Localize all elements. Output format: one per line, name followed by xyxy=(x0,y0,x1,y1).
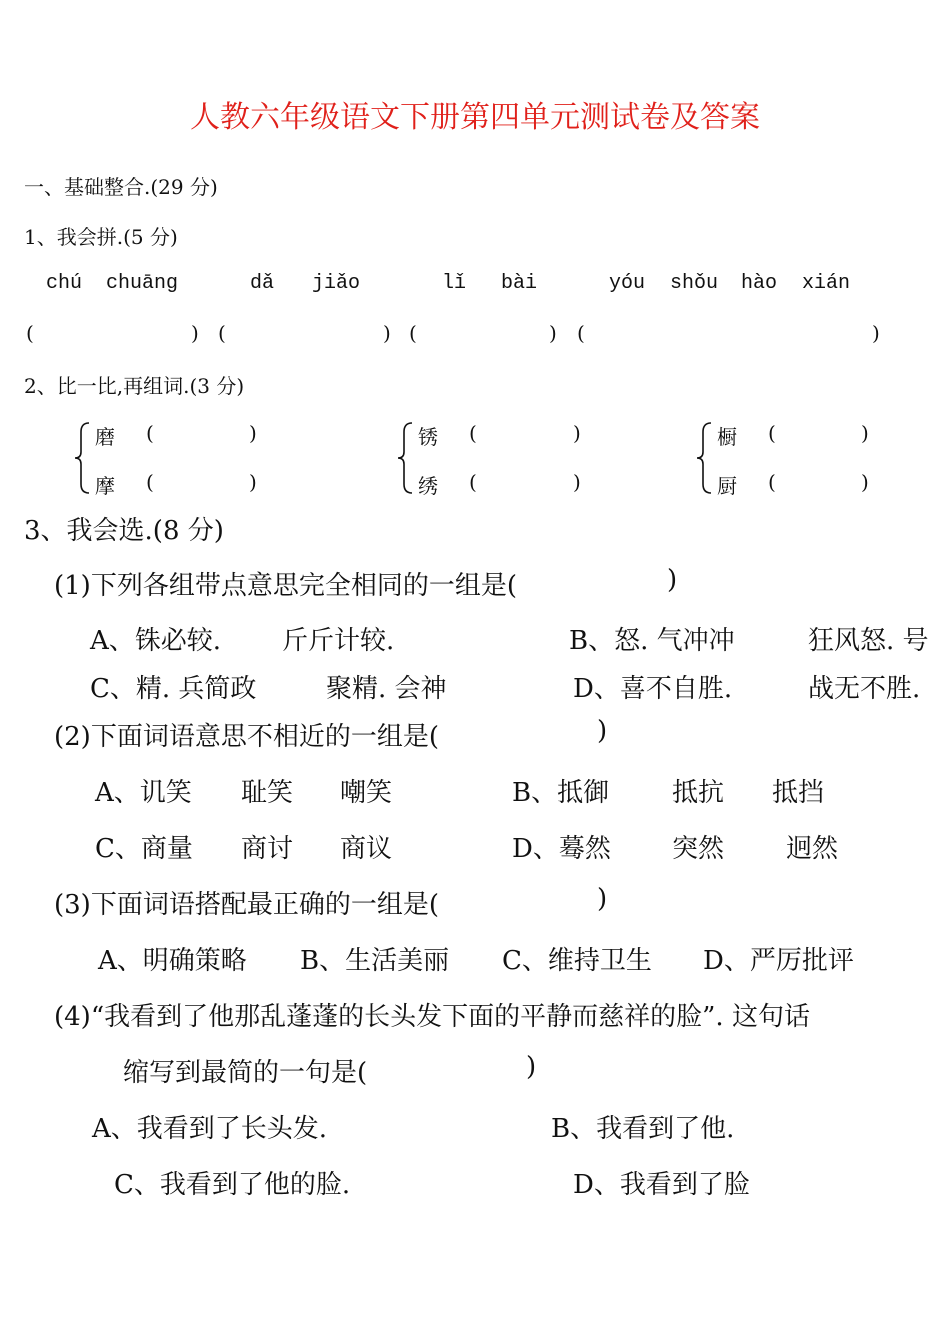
compare-char: 磨 xyxy=(95,425,115,449)
question-prompt: (4)“我看到了他那乱蓬蓬的长头发下面的平静而慈祥的脸”. 这句话 xyxy=(54,1002,810,1032)
option-d-word: 战无不胜. xyxy=(808,674,921,704)
option-word: 抵挡 xyxy=(772,778,825,808)
pinyin-syllable: shǒu xyxy=(670,272,719,295)
compare-char: 厨 xyxy=(717,474,737,498)
answer-blank-open[interactable]: ( xyxy=(469,470,477,494)
brace-icon xyxy=(696,422,712,494)
option-c[interactable]: C、我看到了他的脸. xyxy=(114,1170,351,1200)
compare-char: 橱 xyxy=(717,425,737,449)
option-c-word: 聚精. 会神 xyxy=(326,674,447,704)
answer-blank-close[interactable]: ) xyxy=(249,470,257,494)
pinyin-syllable: dǎ xyxy=(250,272,275,295)
answer-blank-close[interactable]: ) xyxy=(549,321,557,345)
option-word: 耻笑 xyxy=(241,778,294,808)
option-word: 突然 xyxy=(672,834,725,864)
option-b[interactable]: B、生活美丽 xyxy=(300,946,450,976)
option-d[interactable]: D、我看到了脸 xyxy=(573,1170,750,1200)
answer-blank-open[interactable]: ( xyxy=(146,421,154,445)
option-b[interactable]: B、抵御 xyxy=(512,778,610,808)
option-c[interactable]: C、精. 兵简政 xyxy=(90,674,257,704)
option-b[interactable]: B、怒. 气冲冲 xyxy=(569,626,735,656)
option-word: 迥然 xyxy=(786,834,839,864)
q1-heading: 1、我会拼.(5 分) xyxy=(24,225,178,249)
option-b[interactable]: B、我看到了他. xyxy=(551,1114,735,1144)
option-word: 商讨 xyxy=(241,834,294,864)
answer-blank-open[interactable]: ( xyxy=(26,321,34,345)
option-d[interactable]: D、喜不自胜. xyxy=(573,674,733,704)
answer-blank-close[interactable]: ) xyxy=(872,321,880,345)
q3-heading: 3、我会选.(8 分) xyxy=(24,516,224,546)
answer-blank-close[interactable]: ) xyxy=(667,565,678,595)
pinyin-syllable: xián xyxy=(802,272,851,295)
brace-icon xyxy=(74,422,90,494)
pinyin-syllable: jiǎo xyxy=(312,272,361,295)
answer-blank-open[interactable]: ( xyxy=(577,321,585,345)
option-d[interactable]: D、严厉批评 xyxy=(703,946,854,976)
question-prompt: (3)下面词语搭配最正确的一组是( xyxy=(54,890,439,920)
option-d[interactable]: D、蓦然 xyxy=(512,834,611,864)
pinyin-syllable: yóu xyxy=(609,272,646,295)
question-prompt: (1)下列各组带点意思完全相同的一组是( xyxy=(54,571,517,601)
answer-blank-close[interactable]: ) xyxy=(573,421,581,445)
page-title: 人教六年级语文下册第四单元测试卷及答案 xyxy=(190,100,760,135)
answer-blank-open[interactable]: ( xyxy=(409,321,417,345)
option-word: 抵抗 xyxy=(672,778,725,808)
option-a[interactable]: A、我看到了长头发. xyxy=(92,1114,328,1144)
pinyin-syllable: chuāng xyxy=(106,272,179,295)
answer-blank-open[interactable]: ( xyxy=(768,421,776,445)
answer-blank-close[interactable]: ) xyxy=(249,421,257,445)
answer-blank-close[interactable]: ) xyxy=(191,321,199,345)
section-heading: 一、基础整合.(29 分) xyxy=(24,175,218,199)
pinyin-syllable: bài xyxy=(501,272,538,295)
pinyin-syllable: chú xyxy=(46,272,83,295)
option-a[interactable]: A、铢必较. xyxy=(90,626,222,656)
answer-blank-close[interactable]: ) xyxy=(573,470,581,494)
pinyin-syllable: lǐ xyxy=(442,272,467,295)
question-prompt: (2)下面词语意思不相近的一组是( xyxy=(54,722,439,752)
answer-blank-close[interactable]: ) xyxy=(597,884,608,914)
compare-char: 锈 xyxy=(418,425,438,449)
answer-blank-close[interactable]: ) xyxy=(597,716,608,746)
option-a[interactable]: A、讥笑 xyxy=(95,778,192,808)
answer-blank-open[interactable]: ( xyxy=(218,321,226,345)
answer-blank-close[interactable]: ) xyxy=(526,1052,537,1082)
answer-blank-close[interactable]: ) xyxy=(861,421,869,445)
answer-blank-open[interactable]: ( xyxy=(146,470,154,494)
q2-heading: 2、比一比,再组词.(3 分) xyxy=(24,374,245,398)
compare-char: 绣 xyxy=(418,474,438,498)
answer-blank-close[interactable]: ) xyxy=(383,321,391,345)
brace-icon xyxy=(397,422,413,494)
pinyin-syllable: hào xyxy=(741,272,778,295)
answer-blank-open[interactable]: ( xyxy=(768,470,776,494)
option-c[interactable]: C、商量 xyxy=(95,834,193,864)
option-c[interactable]: C、维持卫生 xyxy=(502,946,652,976)
option-word: 商议 xyxy=(340,834,393,864)
option-a[interactable]: A、明确策略 xyxy=(98,946,247,976)
option-word: 嘲笑 xyxy=(340,778,393,808)
option-a-word: 斤斤计较. xyxy=(282,626,395,656)
option-b-word: 狂风怒. 号 xyxy=(808,626,929,656)
answer-blank-open[interactable]: ( xyxy=(469,421,477,445)
question-prompt-continued: 缩写到最简的一句是( xyxy=(123,1058,368,1088)
compare-char: 摩 xyxy=(95,474,115,498)
answer-blank-close[interactable]: ) xyxy=(861,470,869,494)
